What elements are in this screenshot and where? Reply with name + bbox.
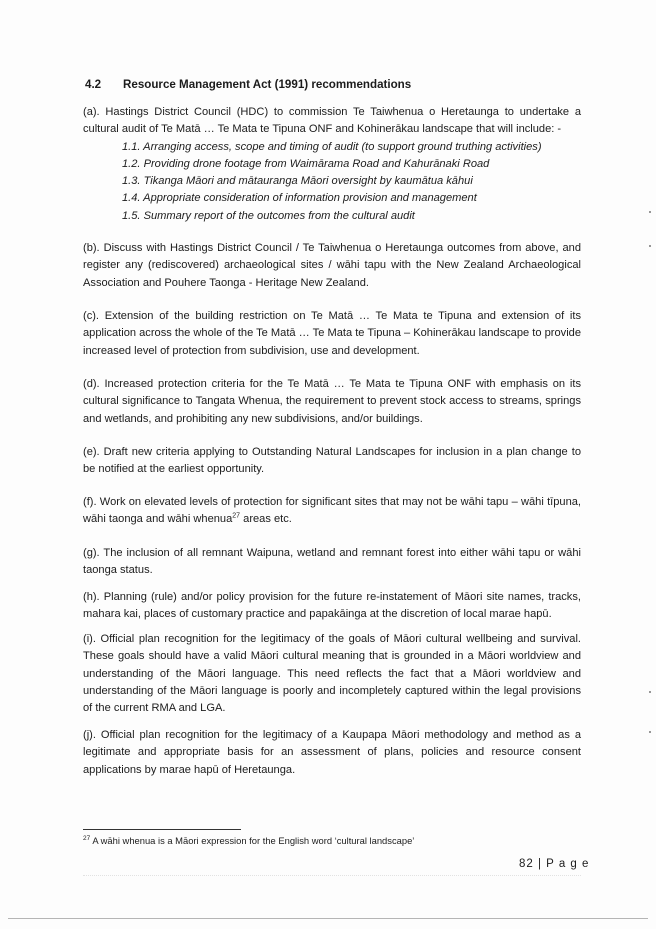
scan-mark (649, 691, 651, 693)
paragraph-f (83, 494, 581, 529)
footnote-number: 27 (83, 835, 91, 842)
paragraph-h: (h). Planning (rule) and/or policy provision for the future re-instatement of Māori site names, tracks, mahara kai, places of customary practice and papakāinga at the discretion of local marae hapū. (83, 591, 581, 621)
paragraph-g: (g). The inclusion of all remnant Waipuna, wetland and remnant forest into either wāhi tapu or wāhi taonga status. (83, 547, 581, 577)
paragraph-j: (j). Official plan recognition for the legitimacy of a Kaupapa Māori methodology and method as a legitimate and appropriate basis for an assessment of plans, policies and resource consent applications by marae hapū of Heretaunga. (83, 729, 581, 776)
subitem-1-1: 1.1. Arranging access, scope and timing of audit (to support ground truthing activities) (122, 140, 542, 153)
section-title: Resource Management Act (1991) recommendations (123, 78, 412, 91)
paragraph-f-tail: areas etc. (240, 513, 292, 526)
footnote (83, 835, 414, 846)
footnote-text: A wāhi whenua is a Māori expression for the English word ‘cultural landscape’ (90, 835, 415, 847)
scan-mark (649, 211, 651, 213)
scan-mark (649, 731, 651, 733)
paragraph-i: (i). Official plan recognition for the legitimacy of the goals of Māori cultural wellbeing and survival. These goals should have a valid Māori cultural meaning that is grounded in a Māori worldview and understanding of the Māori language. This need reflects the fact that a Māori worldview and understanding of the Māori language is poorly and incompletely captured within the legal provisions of the current RMA and LGA. (83, 633, 581, 715)
paragraph-a-text: (a). Hastings District Council (HDC) to commission Te Taiwhenua o Heretaunga to undertake a cultural audit of Te Matā … Te Mata te Tipuna ONF and Kohinerākau landscape that will include: - (83, 106, 581, 136)
page-bottom-rule (8, 918, 648, 919)
faint-divider (83, 875, 581, 876)
paragraph-f-text: (f). Work on elevated levels of protection for significant sites that may not be wāhi tapu – wāhi tīpuna, wāhi taonga and wāhi whenua (83, 496, 581, 526)
footnote-reference: 27 (232, 512, 241, 520)
paragraph-c: (c). Extension of the building restriction on Te Matā … Te Mata te Tipuna and extension of its application across the whole of the Te Matā … Te Mata te Tipuna – Kohinerākau landscape to provide increased level of protection from subdivision, use and development. (83, 310, 581, 357)
section-number: 4.2 (85, 78, 102, 91)
section-heading (85, 78, 411, 91)
footnote-divider (83, 829, 241, 830)
page-number: 82 | P a g e (519, 858, 590, 870)
subitem-1-3: 1.3. Tikanga Māori and mātauranga Māori oversight by kaumātua kāhui (122, 175, 473, 188)
subitem-1-5: 1.5. Summary report of the outcomes from the cultural audit (122, 209, 415, 222)
paragraph-d: (d). Increased protection criteria for the Te Matā … Te Mata te Tipuna ONF with emphasis on its cultural significance to Tangata Whenua, the requirement to prevent stock access to streams, springs and wetlands, and prohibiting any new subdivisions, and/or buildings. (83, 378, 581, 425)
scan-mark (649, 245, 651, 247)
paragraph-e: (e). Draft new criteria applying to Outstanding Natural Landscapes for inclusion in a plan change to be notified at the earliest opportunity. (83, 446, 581, 476)
subitem-1-4: 1.4. Appropriate consideration of information provision and management (122, 192, 477, 205)
subitem-1-2: 1.2. Providing drone footage from Waimārama Road and Kahurānaki Road (122, 157, 490, 170)
paragraph-a (83, 104, 581, 225)
paragraph-b: (b). Discuss with Hastings District Council / Te Taiwhenua o Heretaunga outcomes from above, and register any (rediscovered) archaeological sites / wāhi tapu with the New Zealand Archaeological Association and Pouhere Taonga - Heritage New Zealand. (83, 242, 581, 289)
